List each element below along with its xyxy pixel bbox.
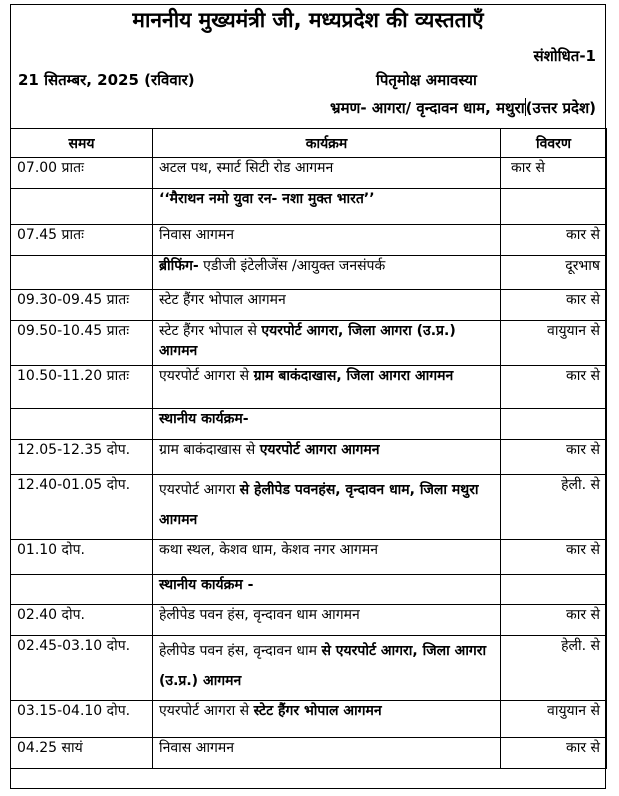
revision-label: संशोधित-1 [533,47,596,65]
table-row [11,738,607,769]
time-cell [11,189,153,225]
program-text: एयरपोर्ट आगरा से [159,703,254,719]
program-text: स्टेट हैंगर भोपाल आगमन [159,292,286,308]
table-row [11,440,607,475]
program-text: स्टेट हैंगर भोपाल से [159,323,262,339]
detail-cell: कार से [501,225,607,256]
time-cell: 02.40 दोप. [11,605,153,636]
table-row [11,290,607,321]
program-text: हेलीपेड पवन हंस, वृन्दावन धाम आगमन [159,607,360,623]
program-text-bold: एयरपोर्ट आगरा, जिला आगरा (उ.प्र.) आगमन [159,323,456,359]
detail-cell: कार से [501,290,607,321]
time-cell: 01.10 दोप. [11,540,153,575]
detail-cell: कार से [501,540,607,575]
table-row [11,409,607,440]
detail-cell: दूरभाष [501,256,607,290]
time-cell: 02.45-03.10 दोप. [11,636,153,701]
table-row [11,366,607,409]
detail-cell: वायुयान से [501,701,607,738]
table-row [11,701,607,738]
program-text: निवास आगमन [159,740,235,756]
detail-cell: कार से [501,605,607,636]
program-text-bold: ब्रीफिंग- [159,258,199,274]
time-cell: 12.05-12.35 दोप. [11,440,153,475]
program-text-bold: स्टेट हैंगर भोपाल आगमन [253,703,382,719]
program-text: कथा स्थल, केशव धाम, केशव नगर आगमन [159,542,378,558]
time-cell: 10.50-11.20 प्रातः [11,366,153,409]
section-label: स्थानीय कार्यक्रम- [159,411,249,427]
detail-cell [501,409,607,440]
detail-cell [501,189,607,225]
tour-location-part1: भ्रमण- आगरा/ वृन्दावन धाम, मथुरा [330,99,525,117]
time-cell: 07.00 प्रातः [11,158,153,189]
program-cell [153,290,501,321]
time-cell [11,575,153,605]
tour-location [330,98,596,118]
detail-cell: कार से [501,440,607,475]
detail-cell: कार से [501,366,607,409]
program-cell [153,540,501,575]
program-text: एडीजी इंटेलीजेंस /आयुक्त जनसंपर्क [198,258,386,274]
page-title: माननीय मुख्यमंत्री जी, मध्यप्रदेश की व्यस्तताएँ [132,8,484,32]
program-cell [153,575,501,605]
program-cell [153,225,501,256]
table-row [11,225,607,256]
column-header-program: कार्यक्रम [153,129,501,158]
program-text: अटल पथ, स्मार्ट सिटी रोड आगमन [159,160,334,176]
column-header-detail: विवरण [501,129,607,158]
table-row [11,605,607,636]
detail-cell: कार से [501,158,607,189]
program-cell [153,701,501,738]
table-row [11,158,607,189]
program-cell [153,189,501,225]
program-cell [153,321,501,366]
time-cell: 03.15-04.10 दोप. [11,701,153,738]
schedule-header [10,4,606,128]
program-cell [153,605,501,636]
program-cell [153,158,501,189]
schedule-date: 21 सितम्बर, 2025 (रविवार) [18,71,195,89]
table-row [11,189,607,225]
program-cell [153,366,501,409]
detail-cell [501,575,607,605]
table-row [11,540,607,575]
program-text: ‘‘मैराथन नमो युवा रन- नशा मुक्त भारत’’ [159,191,375,207]
program-cell [153,475,501,540]
program-cell [153,256,501,290]
occasion-label: पितृमोक्ष अमावस्या [376,71,477,89]
table-row [11,636,607,701]
table-row [11,475,607,540]
table-row [11,256,607,290]
program-text-bold: से हेलीपेड पवनहंस, वृन्दावन धाम, जिला मथुरा आगमन [159,482,479,528]
section-label: स्थानीय कार्यक्रम - [159,577,254,593]
program-text: हेलीपेड पवन हंस, वृन्दावन धाम [159,643,322,659]
program-cell [153,636,501,701]
program-cell [153,440,501,475]
time-cell [11,256,153,290]
time-cell [11,409,153,440]
detail-cell: हेली. से [501,475,607,540]
tour-location-part2: (उत्तर प्रदेश) [525,99,596,117]
table-row [11,321,607,366]
column-header-time: समय [11,129,153,158]
time-cell: 04.25 सायं [11,738,153,769]
schedule-table [10,128,607,769]
program-text: ग्राम बाकंदाखास से [159,442,260,458]
program-cell [153,409,501,440]
program-text-bold: से एयरपोर्ट आगरा, जिला आगरा (उ.प्र.) आगमन [159,643,487,689]
program-text-bold: एयरपोर्ट आगरा आगमन [259,442,380,458]
detail-cell: वायुयान से [501,321,607,366]
time-cell: 09.50-10.45 प्रातः [11,321,153,366]
program-text-bold: ग्राम बाकंदाखास, जिला आगरा आगमन [253,368,454,384]
time-cell: 12.40-01.05 दोप. [11,475,153,540]
table-header-row [11,129,607,158]
program-text: निवास आगमन [159,227,235,243]
time-cell: 07.45 प्रातः [11,225,153,256]
detail-cell: हेली. से [501,636,607,701]
program-cell [153,738,501,769]
time-cell: 09.30-09.45 प्रातः [11,290,153,321]
program-text: एयरपोर्ट आगरा से [159,368,254,384]
detail-cell: कार से [501,738,607,769]
program-text: एयरपोर्ट आगरा [159,482,240,498]
table-row [11,575,607,605]
